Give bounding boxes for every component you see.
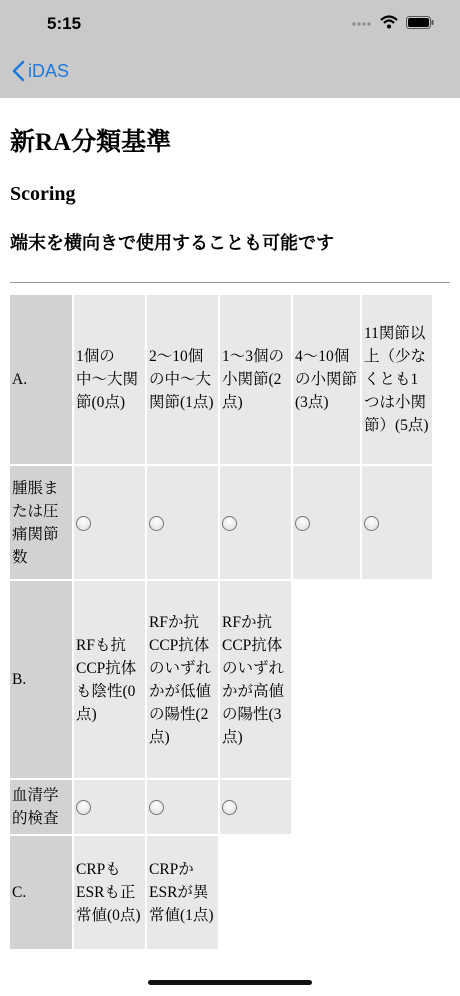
back-button[interactable] — [12, 60, 69, 82]
radio-cell — [293, 466, 360, 579]
radio-cell — [220, 466, 291, 579]
radio-cell — [362, 466, 432, 579]
a-option-header: 2〜10個の中〜大関節(1点) — [147, 295, 218, 464]
radio-cell — [147, 466, 218, 579]
b-option-header: RFか抗CCP抗体のいずれかが高値の陽性(3点) — [220, 581, 291, 778]
signal-icon — [352, 16, 372, 34]
b-option-header: RFか抗CCP抗体のいずれかが低値の陽性(2点) — [147, 581, 218, 778]
radio-a-4[interactable] — [364, 516, 379, 531]
a-option-header: 1個の中〜大関節(0点) — [74, 295, 145, 464]
empty-cell — [220, 836, 432, 949]
navigation-bar — [0, 50, 460, 98]
radio-b-0[interactable] — [76, 800, 91, 815]
page-content — [10, 98, 450, 951]
radio-b-1[interactable] — [149, 800, 164, 815]
wifi-icon — [380, 15, 398, 34]
scoring-table — [8, 293, 434, 951]
b-option-header: RFも抗CCP抗体も陰性(0点) — [74, 581, 145, 778]
table-row — [10, 295, 432, 464]
page-title: 新RA分類基準 — [10, 129, 172, 156]
section-a-label: A. — [10, 295, 72, 464]
radio-a-2[interactable] — [222, 516, 237, 531]
section-c-label: C. — [10, 836, 72, 949]
status-icons — [352, 15, 434, 34]
radio-b-2[interactable] — [222, 800, 237, 815]
radio-cell — [74, 780, 145, 834]
back-label: iDAS — [28, 60, 70, 81]
radio-cell — [147, 780, 218, 834]
section-heading: Scoring — [10, 183, 76, 205]
table-row — [10, 581, 432, 778]
orientation-note: 端末を横向きで使用することも可能です — [10, 233, 334, 253]
radio-a-3[interactable] — [295, 516, 310, 531]
c-option-header: CRPかESRが異常値(1点) — [147, 836, 218, 949]
joint-count-label: 腫脹または圧痛関節数 — [10, 466, 72, 579]
table-row — [10, 836, 432, 949]
table-row — [10, 466, 432, 579]
status-bar — [0, 0, 460, 50]
radio-cell — [220, 780, 291, 834]
c-option-header: CRPもESRも正常値(0点) — [74, 836, 145, 949]
empty-cell — [293, 780, 432, 834]
empty-cell — [293, 581, 432, 778]
a-option-header: 11関節以上（少なくとも1つは小関節）(5点) — [362, 295, 432, 464]
battery-icon — [406, 16, 434, 34]
table-row — [10, 780, 432, 834]
radio-a-1[interactable] — [149, 516, 164, 531]
serology-label: 血清学的検査 — [10, 780, 72, 834]
a-option-header: 4〜10個の小関節(3点) — [293, 295, 360, 464]
divider — [10, 282, 450, 283]
home-indicator[interactable] — [148, 980, 312, 985]
chevron-left-icon — [12, 60, 25, 82]
a-option-header: 1〜3個の小関節(2点) — [220, 295, 291, 464]
radio-cell — [74, 466, 145, 579]
section-b-label: B. — [10, 581, 72, 778]
radio-a-0[interactable] — [76, 516, 91, 531]
status-time: 5:15 — [47, 14, 82, 33]
